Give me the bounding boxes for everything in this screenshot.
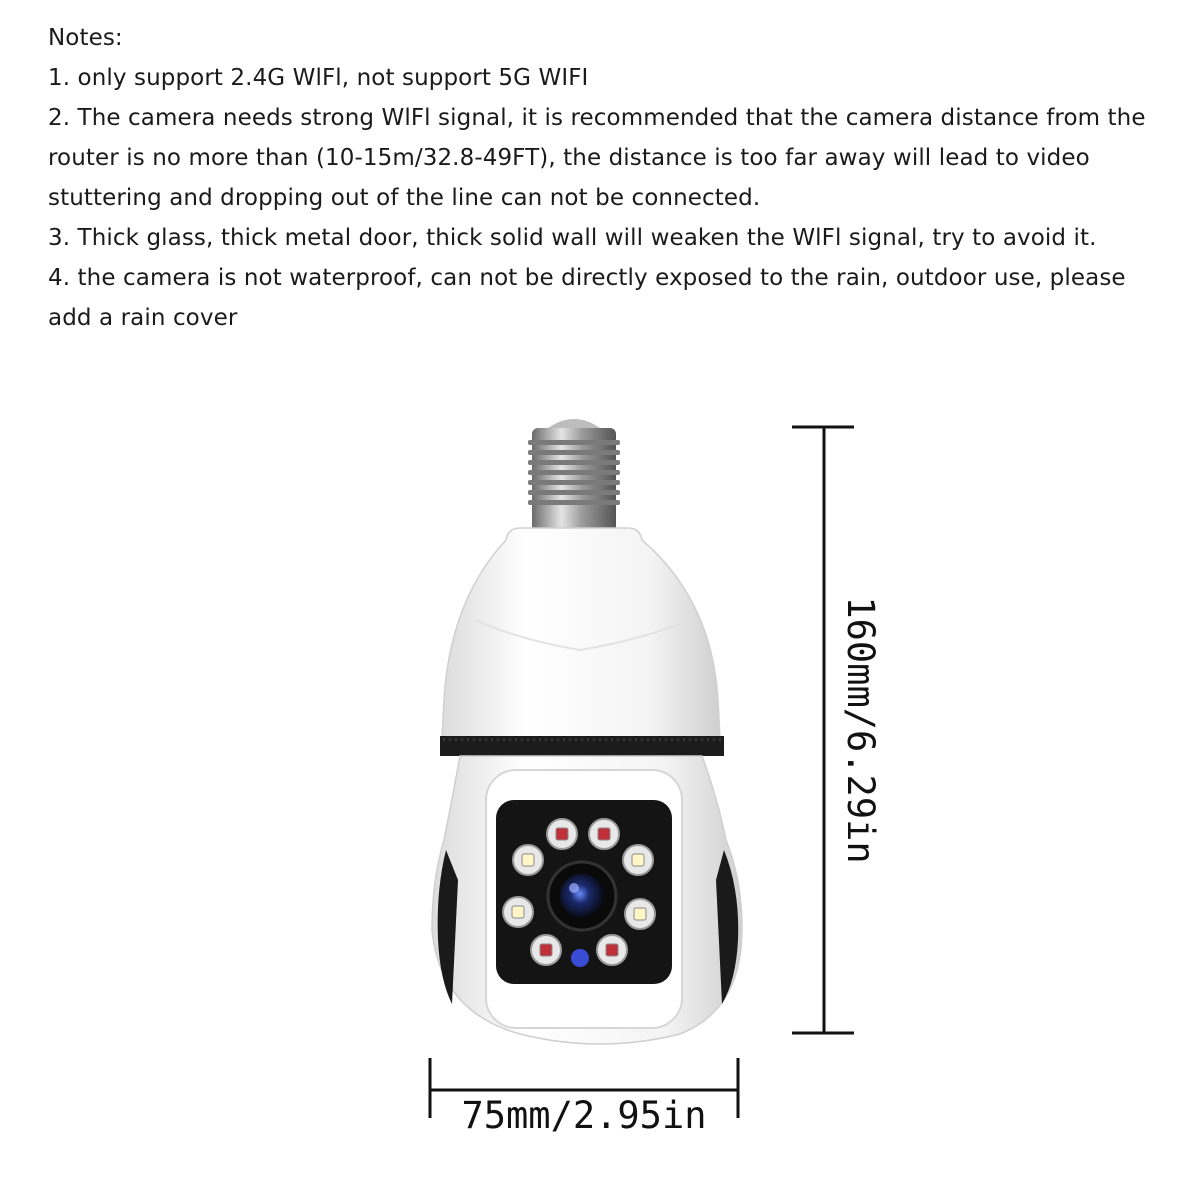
thread-ridge: [528, 450, 620, 455]
height-label: 160mm/6.29in: [839, 596, 882, 864]
bulb-body: [442, 528, 720, 738]
width-dimension: [430, 1058, 738, 1137]
white-led: [513, 845, 543, 875]
notes-heading: Notes:: [48, 25, 123, 51]
white-led: [503, 897, 533, 927]
screw-base: [528, 419, 620, 532]
thread-ridge: [528, 470, 620, 475]
note-line-2b: router is no more than (10-15m/32.8-49FT), the distance is too far away will lead to video: [48, 145, 1090, 171]
thread-ridge: [528, 500, 620, 505]
white-led: [623, 845, 653, 875]
note-line-1: 1. only support 2.4G WlFl, not support 5G WIFI: [48, 65, 589, 91]
camera-lens: [548, 862, 616, 930]
note-line-3: 3. Thick glass, thick metal door, thick solid wall will weaken the WlFl signal, try to avoid it.: [48, 225, 1097, 251]
white-led: [625, 899, 655, 929]
ir-led: [531, 935, 561, 965]
thread-ridge: [528, 440, 620, 445]
black-band: [440, 736, 724, 756]
ir-led: [589, 819, 619, 849]
thread-ridge: [528, 490, 620, 495]
thread-ridge: [528, 480, 620, 485]
ir-led: [547, 819, 577, 849]
width-label: 75mm/2.95in: [461, 1094, 707, 1137]
note-line-4a: 4. the camera is not waterproof, can not be directly exposed to the rain, outdoor use, please: [48, 265, 1126, 291]
note-line-2a: 2. The camera needs strong WlFl signal, it is recommended that the camera distance from the: [48, 105, 1146, 131]
thread-ridge: [528, 460, 620, 465]
ir-led: [597, 935, 627, 965]
note-line-2c: stuttering and dropping out of the line can not be connected.: [48, 185, 761, 211]
note-line-4b: add a rain cover: [48, 305, 238, 331]
height-dimension: [792, 427, 882, 1033]
light-sensor: [571, 949, 589, 967]
